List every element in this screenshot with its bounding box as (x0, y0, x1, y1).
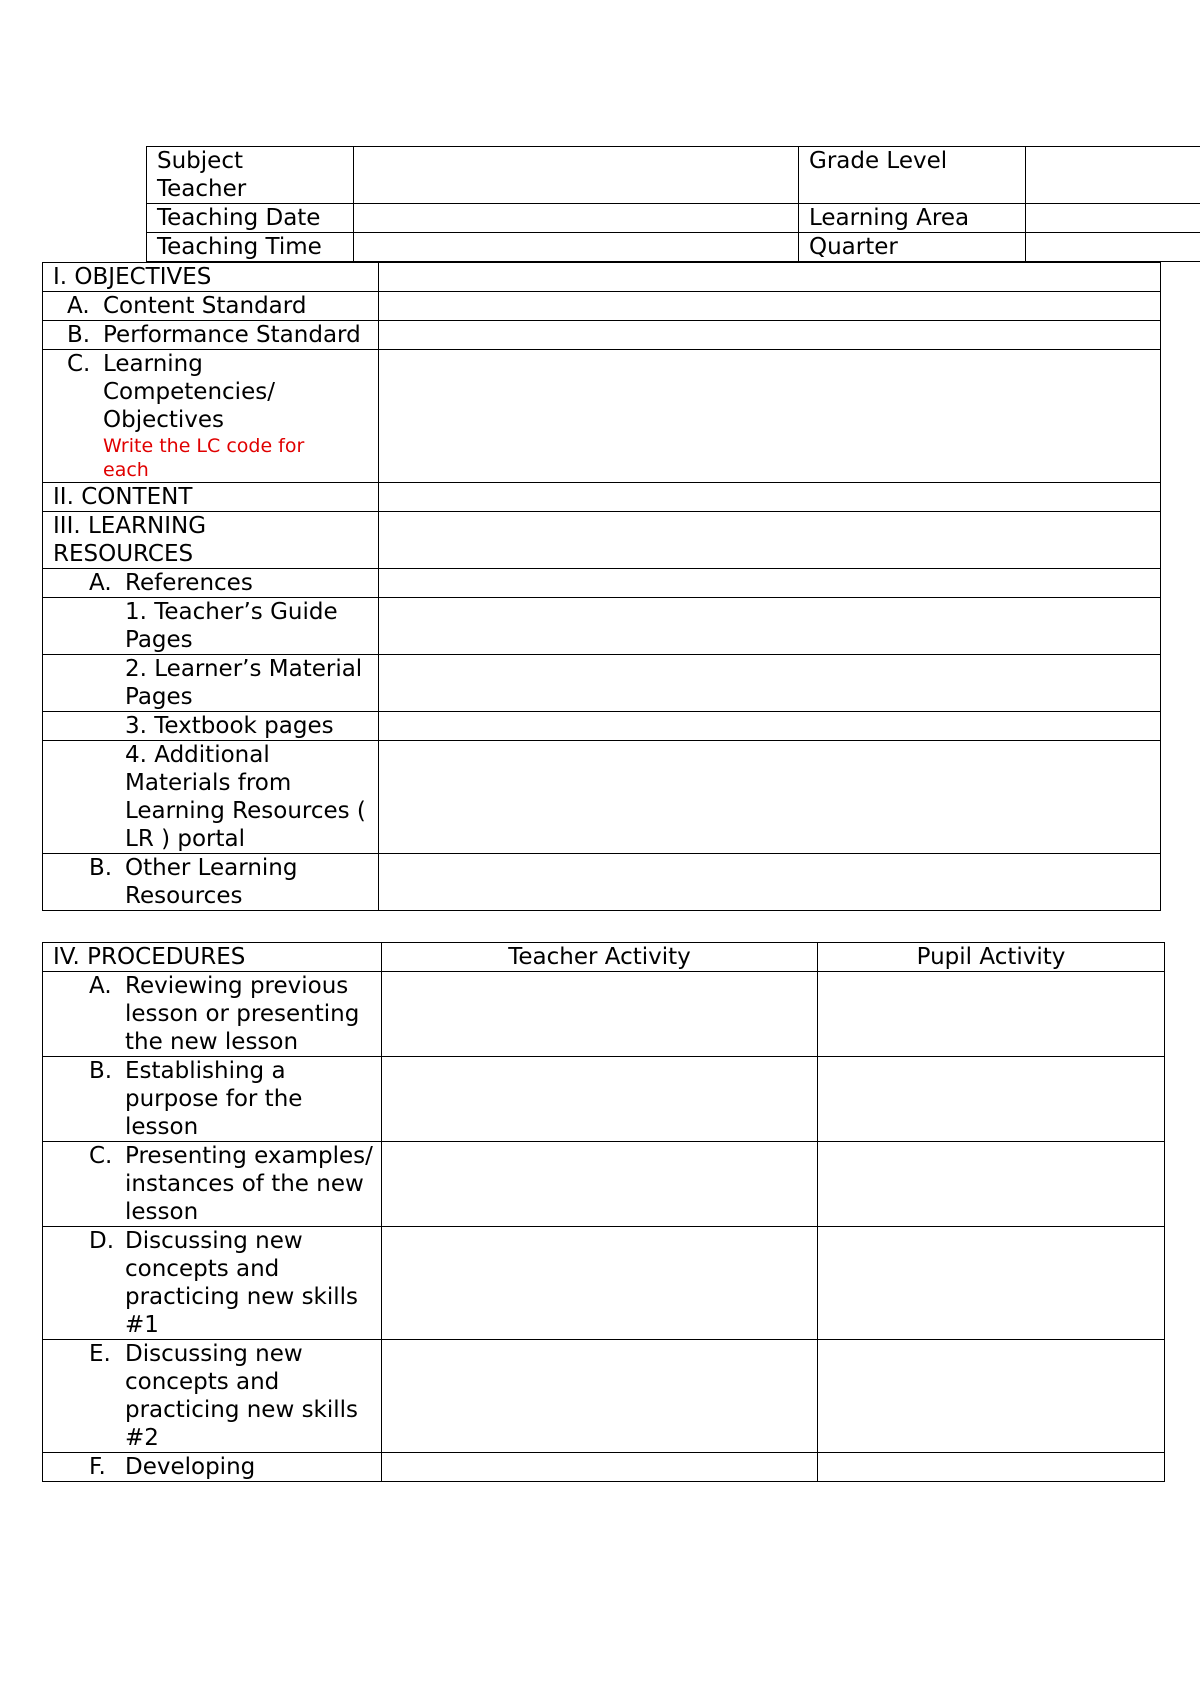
procedure-marker: D. (89, 1228, 115, 1254)
references-value-cell[interactable] (379, 569, 1161, 598)
header-row-subject (147, 147, 1200, 204)
references-row (43, 569, 1161, 598)
content-standard-marker: A. (67, 293, 90, 319)
objectives-resources-table (42, 262, 1161, 911)
procedure-label: Establishing a purpose for the lesson (125, 1058, 303, 1140)
teachers-guide-label: 1. Teacher’s Guide Pages (43, 598, 379, 655)
pupil-activity-cell[interactable] (818, 972, 1165, 1057)
learning-resources-heading: III. LEARNING RESOURCES (43, 512, 379, 569)
performance-standard-value-cell[interactable] (379, 321, 1161, 350)
subject-teacher-label-cell (147, 147, 354, 204)
procedure-marker: E. (89, 1341, 111, 1367)
procedure-label-cell (43, 1340, 382, 1453)
learning-resources-value-cell[interactable] (379, 512, 1161, 569)
teacher-activity-cell[interactable] (382, 1453, 818, 1482)
procedure-label-cell (43, 1057, 382, 1142)
learning-competencies-label: Learning Competencies/ Objectives (103, 351, 275, 433)
subject-teacher-value-cell[interactable] (354, 147, 799, 204)
learning-area-label: Learning Area (799, 204, 1026, 233)
lc-code-note: Write the LC code for each (103, 435, 305, 481)
procedure-row (43, 1142, 1165, 1227)
learning-competencies-value-cell[interactable] (379, 350, 1161, 483)
pupil-activity-cell[interactable] (818, 1227, 1165, 1340)
teaching-date-value-cell[interactable] (354, 204, 799, 233)
pupil-activity-cell[interactable] (818, 1142, 1165, 1227)
quarter-label: Quarter (799, 233, 1026, 262)
references-label: References (125, 570, 253, 596)
objectives-value-cell[interactable] (379, 263, 1161, 292)
additional-materials-row (43, 741, 1161, 854)
content-heading: II. CONTENT (43, 483, 379, 512)
pupil-activity-header: Pupil Activity (818, 943, 1165, 972)
performance-standard-marker: B. (67, 322, 91, 348)
objectives-heading: I. OBJECTIVES (43, 263, 379, 292)
performance-standard-label-cell (43, 321, 379, 350)
content-row (43, 483, 1161, 512)
teacher-activity-cell[interactable] (382, 1057, 818, 1142)
pupil-activity-cell[interactable] (818, 1453, 1165, 1482)
teacher-activity-cell[interactable] (382, 972, 818, 1057)
teaching-date-label: Teaching Date (147, 204, 354, 233)
content-standard-row (43, 292, 1161, 321)
procedure-label: Developing (125, 1454, 256, 1480)
other-resources-label: Other Learning Resources (125, 855, 298, 909)
learners-material-row (43, 655, 1161, 712)
performance-standard-label: Performance Standard (103, 322, 361, 348)
learning-competencies-label-cell (43, 350, 379, 483)
content-value-cell[interactable] (379, 483, 1161, 512)
textbook-pages-label: 3. Textbook pages (43, 712, 379, 741)
objectives-row (43, 263, 1161, 292)
procedure-label-cell (43, 1453, 382, 1482)
learners-material-label: 2. Learner’s Material Pages (43, 655, 379, 712)
procedure-marker: C. (89, 1143, 113, 1169)
procedure-marker: B. (89, 1058, 113, 1084)
procedure-row (43, 1453, 1165, 1482)
references-label-cell (43, 569, 379, 598)
pupil-activity-cell[interactable] (818, 1340, 1165, 1453)
procedure-label-cell (43, 972, 382, 1057)
teaching-time-label: Teaching Time (147, 233, 354, 262)
procedure-row (43, 1340, 1165, 1453)
textbook-pages-row (43, 712, 1161, 741)
teacher-activity-cell[interactable] (382, 1142, 818, 1227)
procedure-marker: F. (89, 1454, 106, 1480)
learning-competencies-marker: C. (67, 351, 91, 377)
teacher-activity-header: Teacher Activity (382, 943, 818, 972)
additional-materials-value-cell[interactable] (379, 741, 1161, 854)
procedure-label-cell (43, 1227, 382, 1340)
additional-materials-label: 4. Additional Materials from Learning Resources ( LR ) portal (43, 741, 379, 854)
procedure-row (43, 1057, 1165, 1142)
learning-area-value-cell[interactable] (1026, 204, 1200, 233)
header-row-time (147, 233, 1200, 262)
other-resources-label-cell (43, 854, 379, 911)
procedure-label: Presenting examples/ instances of the new lesson (125, 1143, 373, 1225)
teachers-guide-row (43, 598, 1161, 655)
teaching-time-value-cell[interactable] (354, 233, 799, 262)
teacher-activity-cell[interactable] (382, 1227, 818, 1340)
procedure-label: Discussing new concepts and practicing new skills #2 (125, 1341, 359, 1451)
procedure-label: Discussing new concepts and practicing new skills #1 (125, 1228, 359, 1338)
header-row-date (147, 204, 1200, 233)
procedure-label: Reviewing previous lesson or presenting the new lesson (125, 973, 360, 1055)
other-resources-marker: B. (89, 855, 113, 881)
procedures-header-row (43, 943, 1165, 972)
procedures-table (42, 942, 1165, 1482)
content-standard-value-cell[interactable] (379, 292, 1161, 321)
teacher-label: Teacher (157, 176, 247, 202)
other-resources-value-cell[interactable] (379, 854, 1161, 911)
procedure-label-cell (43, 1142, 382, 1227)
performance-standard-row (43, 321, 1161, 350)
procedure-marker: A. (89, 973, 112, 999)
learning-competencies-row (43, 350, 1161, 483)
grade-level-value-cell[interactable] (1026, 147, 1200, 204)
header-table (146, 146, 1200, 262)
procedure-row (43, 972, 1165, 1057)
grade-level-label: Grade Level (799, 147, 1026, 204)
content-standard-label: Content Standard (103, 293, 307, 319)
textbook-pages-value-cell[interactable] (379, 712, 1161, 741)
procedures-heading: IV. PROCEDURES (43, 943, 382, 972)
references-marker: A. (89, 570, 112, 596)
other-resources-row (43, 854, 1161, 911)
subject-label: Subject (157, 148, 243, 174)
procedure-row (43, 1227, 1165, 1340)
teacher-activity-cell[interactable] (382, 1340, 818, 1453)
quarter-value-cell[interactable] (1026, 233, 1200, 262)
pupil-activity-cell[interactable] (818, 1057, 1165, 1142)
learners-material-value-cell[interactable] (379, 655, 1161, 712)
content-standard-label-cell (43, 292, 379, 321)
teachers-guide-value-cell[interactable] (379, 598, 1161, 655)
learning-resources-row (43, 512, 1161, 569)
